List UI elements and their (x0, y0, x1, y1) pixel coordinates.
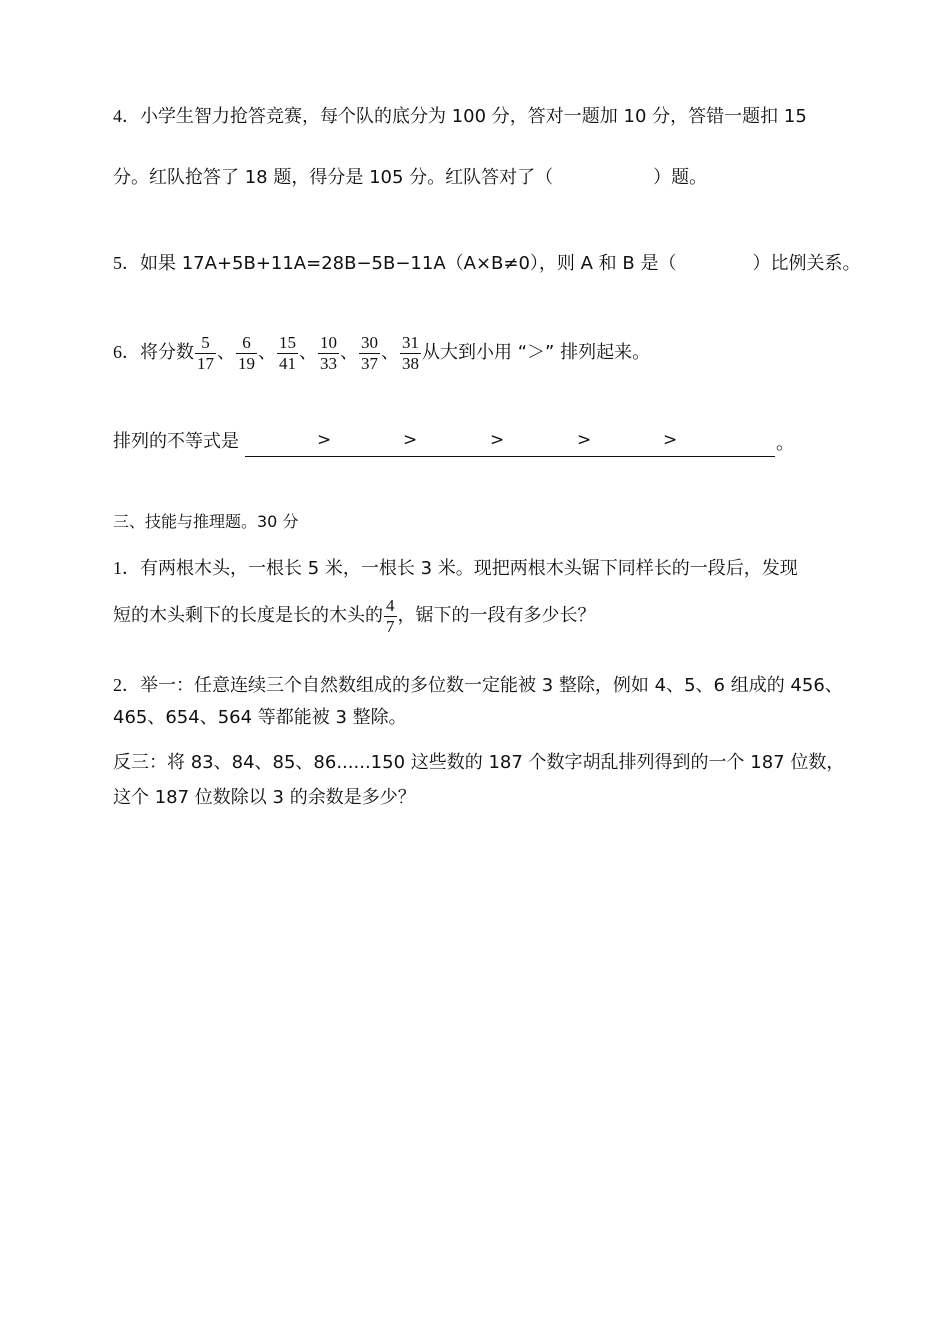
gt-sign-5: > (663, 430, 678, 450)
fraction-separator: 、 (217, 342, 235, 363)
p1-line2 (113, 594, 596, 638)
p2-line3: 反三：将 83、84、85、86......150 这些数的 187 个数字胡乱排列得到的一个 187 位数， (113, 752, 845, 773)
fraction-numerator: 5 (195, 333, 216, 354)
p1-fraction (384, 596, 397, 637)
fraction-denominator: 19 (238, 353, 255, 373)
section-3-title: 三、技能与推理题。30 分 (113, 512, 299, 531)
q6-prefix: ．将分数 (122, 342, 194, 363)
q4-text-line2-end: ）题。 (653, 167, 708, 188)
q5-text-start: ．如果 17A+5B+11A=28B−5B−11A（A×B≠0），则 A 和 B 是（ (122, 253, 677, 274)
fraction-denominator: 33 (320, 353, 337, 373)
p2-line1 (113, 673, 843, 698)
q5-text-end: ）比例关系。 (752, 253, 861, 274)
fraction-separator: 、 (381, 342, 399, 363)
q6-number: 6 (113, 342, 122, 362)
fraction-denominator: 37 (361, 353, 378, 373)
q6-fraction-list (194, 332, 422, 373)
gt-sign-3: > (490, 430, 505, 450)
p2-text-line1: ．举一：任意连续三个自然数组成的多位数一定能被 3 整除，例如 4、5、6 组成的 456、 (122, 675, 843, 696)
p1-text-line2-start: 短的木头剩下的长度是长的木头的 (113, 605, 383, 626)
p1-text-line2-end: ，锯下的一段有多少长？ (397, 605, 596, 626)
fraction-denominator: 41 (279, 353, 296, 373)
fraction-denominator: 38 (402, 353, 419, 373)
p2-line4: 这个 187 位数除以 3 的余数是多少？ (113, 787, 416, 808)
q6-line (113, 330, 650, 375)
q6-inequality-answer-line[interactable] (245, 428, 775, 457)
q4-text-line2-start: 分。红队抢答了 18 题，得分是 105 分。红队答对了（ (113, 167, 554, 188)
q5-number: 5 (113, 253, 122, 273)
fraction-numerator: 10 (320, 332, 337, 352)
fraction-denominator: 17 (197, 353, 214, 373)
gt-sign-2: > (403, 430, 418, 450)
q6-inequality-label: 排列的不等式是 (113, 431, 239, 452)
q6-fraction-5 (359, 333, 380, 374)
q6-suffix: 从大到小用 “＞” 排列起来。 (422, 342, 651, 363)
q4-number: 4 (113, 106, 122, 126)
fraction-numerator: 6 (236, 333, 257, 354)
p1-text-line1: ．有两根木头，一根长 5 米，一根长 3 米。现把两根木头锯下同样长的一段后，发现 (122, 558, 798, 579)
q6-fraction-4 (318, 333, 339, 374)
q4-line2 (113, 166, 707, 190)
p1-fraction-denominator: 7 (386, 616, 395, 636)
q6-fraction-6 (400, 333, 421, 374)
fraction-numerator: 30 (361, 332, 378, 352)
p2-line2: 465、654、564 等都能被 3 整除。 (113, 707, 407, 728)
p1-number: 1 (113, 558, 122, 578)
gt-sign-1: > (317, 430, 332, 450)
fraction-numerator: 31 (402, 332, 419, 352)
q4-text-line1: ．小学生智力抢答竞赛，每个队的底分为 100 分，答对一题加 10 分，答错一题扣 15 (122, 106, 807, 127)
fraction-separator: 、 (258, 342, 276, 363)
p1-line1 (113, 556, 798, 581)
q6-fraction-1 (195, 333, 216, 374)
q6-fraction-3 (277, 333, 298, 374)
p1-fraction-numerator: 4 (386, 595, 395, 615)
fraction-separator: 、 (299, 342, 317, 363)
fraction-separator: 、 (340, 342, 358, 363)
q5-line (113, 251, 860, 276)
p2-number: 2 (113, 675, 122, 695)
q6-period: 。 (776, 433, 794, 454)
q6-fraction-2 (236, 333, 257, 374)
q4-line1 (113, 104, 807, 129)
gt-sign-4: > (577, 430, 592, 450)
fraction-numerator: 15 (279, 332, 296, 352)
